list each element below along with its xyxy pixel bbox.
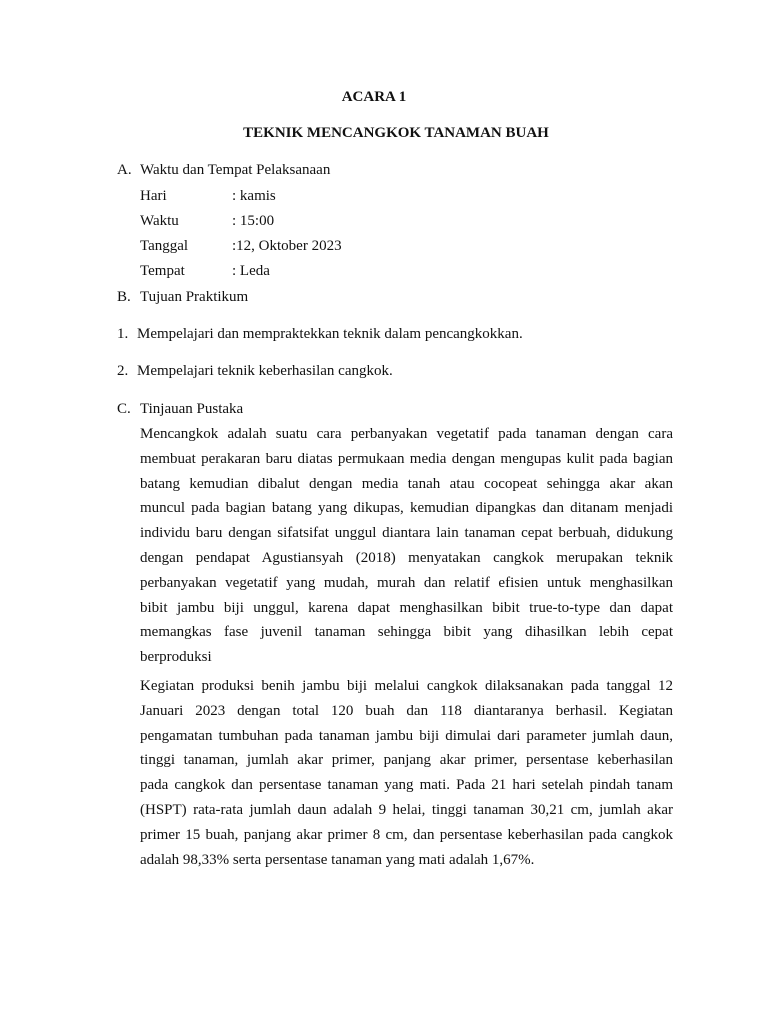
section-a-title: Waktu dan Tempat Pelaksanaan [140,162,331,178]
paragraph-line: pada cangkok dan persentase tanaman yang mati. Pada 21 hari setelah pindah tanam [140,777,673,794]
paragraph-line: Januari 2023 dengan total 120 buah dan 118 diantaranya berhasil. Kegiatan [140,702,673,719]
info-value: : kamis [232,188,276,204]
section-a-letter: A. [117,162,132,178]
paragraph-2 [140,674,673,872]
section-c-title: Tinjauan Pustaka [140,401,244,417]
paragraph-line: Mencangkok adalah suatu cara perbanyakan vegetatif pada tanaman dengan cara [140,426,673,442]
document-title-text: TEKNIK MENCANGKOK TANAMAN BUAH [243,125,549,141]
paragraph-line: pengamatan tumbuhan pada tanaman jambu biji dimulai dari parameter jumlah daun, [140,727,673,744]
info-key: Tempat [140,263,185,279]
info-value: : 15:00 [232,213,275,229]
paragraph-line: muncul pada bagian batang yang dikupas, kemudian dipangkas dan ditanam menjadi [140,500,673,517]
paragraph-line: (HSPT) rata-rata jumlah daun adalah 9 helai, tinggi tanaman 30,21 cm, jumlah akar [140,801,673,818]
paragraph-line: membuat perakaran baru diatas permukaan media dengan mengupas kulit pada bagian [140,450,673,467]
paragraph-1 [140,422,673,670]
list-text: Mempelajari dan mempraktekkan teknik dalam pencangkokkan. [137,326,523,342]
paragraph-line: batang kemudian dibalut dengan media tanah atau cocopeat sehingga akar akan [140,475,673,492]
paragraph-line: primer 15 buah, panjang akar primer 8 cm, dan persentase keberhasilan pada cangkok [140,826,673,843]
paragraph-line: individu baru dengan sifatsifat unggul diantara lain tanaman cepat berbuah, didukung [140,525,673,542]
list-marker: 2. [117,363,129,379]
list-text: Mempelajari teknik keberhasilan cangkok. [137,363,393,379]
section-b-title: Tujuan Praktikum [140,289,249,305]
section-c-letter: C. [117,401,131,417]
info-key: Waktu [140,213,179,229]
info-key: Tanggal [140,238,189,254]
paragraph-line: bibit jambu biji unggul, karena dapat menghasilkan bibit true-to-type dan dapat [140,599,673,616]
info-value: :12, Oktober 2023 [232,238,342,254]
paragraph-line: berproduksi [140,649,212,666]
paragraph-line: dengan pendapat Agustiansyah (2018) menyatakan cangkok merupakan teknik [140,549,673,566]
list-marker: 1. [117,326,129,342]
paragraph-line: Kegiatan produksi benih jambu biji melalui cangkok dilaksanakan pada tanggal 12 [140,678,673,694]
paragraph-line: tinggi tanaman, jumlah akar primer, panjang akar primer, persentase keberhasilan [140,752,673,769]
paragraph-line: adalah 98,33% serta persentase tanaman yang mati adalah 1,67%. [140,851,535,868]
paragraph-line: perbanyakan vegetatif yang mudah, murah dan relatif efisien untuk menghasilkan [140,574,673,591]
chapter-label [0,88,768,106]
section-b-letter: B. [117,289,131,305]
info-value: : Leda [232,263,270,279]
document-title [0,124,768,142]
paragraph-line: memangkas fase juvenil tanaman sehingga bibit yang dihasilkan lebih cepat [140,624,673,641]
chapter-label-text: ACARA 1 [341,89,407,105]
info-key: Hari [140,188,167,204]
